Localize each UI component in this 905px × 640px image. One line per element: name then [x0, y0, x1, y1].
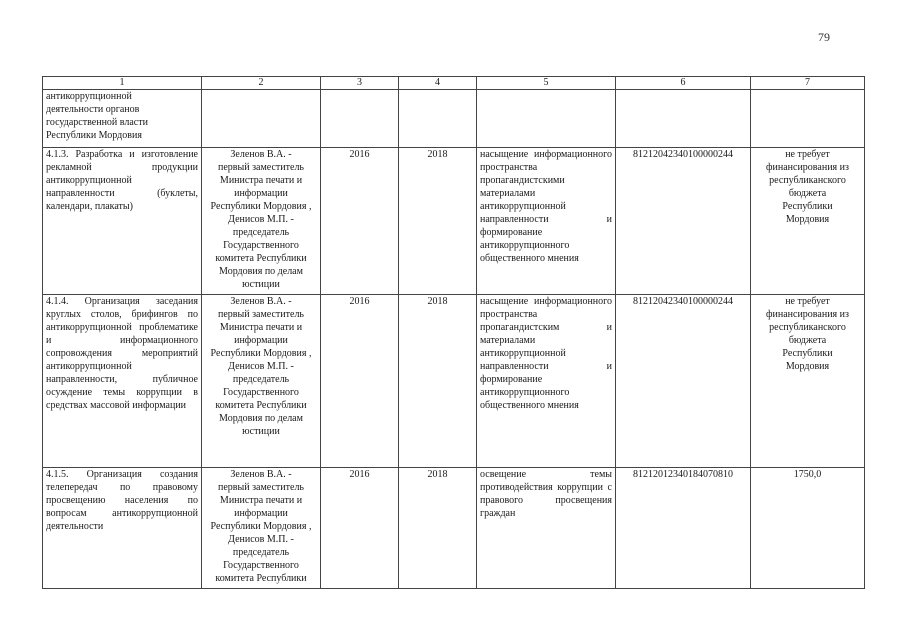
executor-cell: Зеленов В.А. - первый заместитель Министра печати и информации Республики Мордовия , Денисов М.П. - председатель Государственного комитета Республики Мордовия по делам юстиции — [202, 295, 321, 468]
end-year-cell — [399, 90, 477, 148]
page-number: 79 — [818, 30, 830, 44]
table-row — [43, 468, 865, 589]
header-cell-7: 7 — [751, 77, 865, 90]
program-table — [42, 76, 865, 589]
table-row — [43, 90, 865, 148]
budget-code-cell: 81212042340100000244 — [616, 148, 751, 295]
measure-cell: антикоррупционной деятельности органов государственной власти Республики Мордовия — [43, 90, 202, 148]
header-row — [43, 77, 865, 90]
measure-cell: 4.1.4. Организация заседания круглых столов, брифингов по антикоррупционной проблематике и информационного сопровождения мероприятий антикоррупционной направленности, публичное осуждение темы коррупции в средствах массовой информации — [43, 295, 202, 468]
result-cell: насыщение информационного пространства пропагандистскими материалами антикоррупционной направленности и формирование антикоррупционного общественного мнения — [477, 148, 616, 295]
start-year-cell: 2016 — [321, 295, 399, 468]
executor-cell — [202, 90, 321, 148]
table-row — [43, 148, 865, 295]
header-cell-1: 1 — [43, 77, 202, 90]
budget-code-cell — [616, 90, 751, 148]
financing-cell: не требует финансирования из республиканского бюджета Республики Мордовия — [751, 295, 865, 468]
budget-code-cell: 81212012340184070810 — [616, 468, 751, 589]
financing-cell — [751, 90, 865, 148]
executor-cell: Зеленов В.А. - первый заместитель Министра печати и информации Республики Мордовия , Денисов М.П. - председатель Государственного комитета Республики — [202, 468, 321, 589]
result-cell — [477, 90, 616, 148]
measure-cell: 4.1.5. Организация создания телепередач по правовому просвещению населения по вопросам антикоррупционной деятельности — [43, 468, 202, 589]
end-year-cell: 2018 — [399, 295, 477, 468]
header-cell-4: 4 — [399, 77, 477, 90]
financing-cell: 1750,0 — [751, 468, 865, 589]
result-cell: освещение темы противодействия коррупции с правового просвещения граждан — [477, 468, 616, 589]
header-cell-2: 2 — [202, 77, 321, 90]
executor-cell: Зеленов В.А. - первый заместитель Министра печати и информации Республики Мордовия , Денисов М.П. - председатель Государственного комитета Республики Мордовия по делам юстиции — [202, 148, 321, 295]
header-cell-6: 6 — [616, 77, 751, 90]
result-cell: насыщение информационного пространства пропагандистским и материалами антикоррупционной направленности и формирование антикоррупционного общественного мнения — [477, 295, 616, 468]
end-year-cell: 2018 — [399, 468, 477, 589]
measure-cell: 4.1.3. Разработка и изготовление рекламной продукции антикоррупционной направленности (буклеты, календари, плакаты) — [43, 148, 202, 295]
start-year-cell — [321, 90, 399, 148]
budget-code-cell: 81212042340100000244 — [616, 295, 751, 468]
header-cell-3: 3 — [321, 77, 399, 90]
start-year-cell: 2016 — [321, 468, 399, 589]
start-year-cell: 2016 — [321, 148, 399, 295]
table-row — [43, 295, 865, 468]
financing-cell: не требует финансирования из республиканского бюджета Республики Мордовия — [751, 148, 865, 295]
header-cell-5: 5 — [477, 77, 616, 90]
end-year-cell: 2018 — [399, 148, 477, 295]
